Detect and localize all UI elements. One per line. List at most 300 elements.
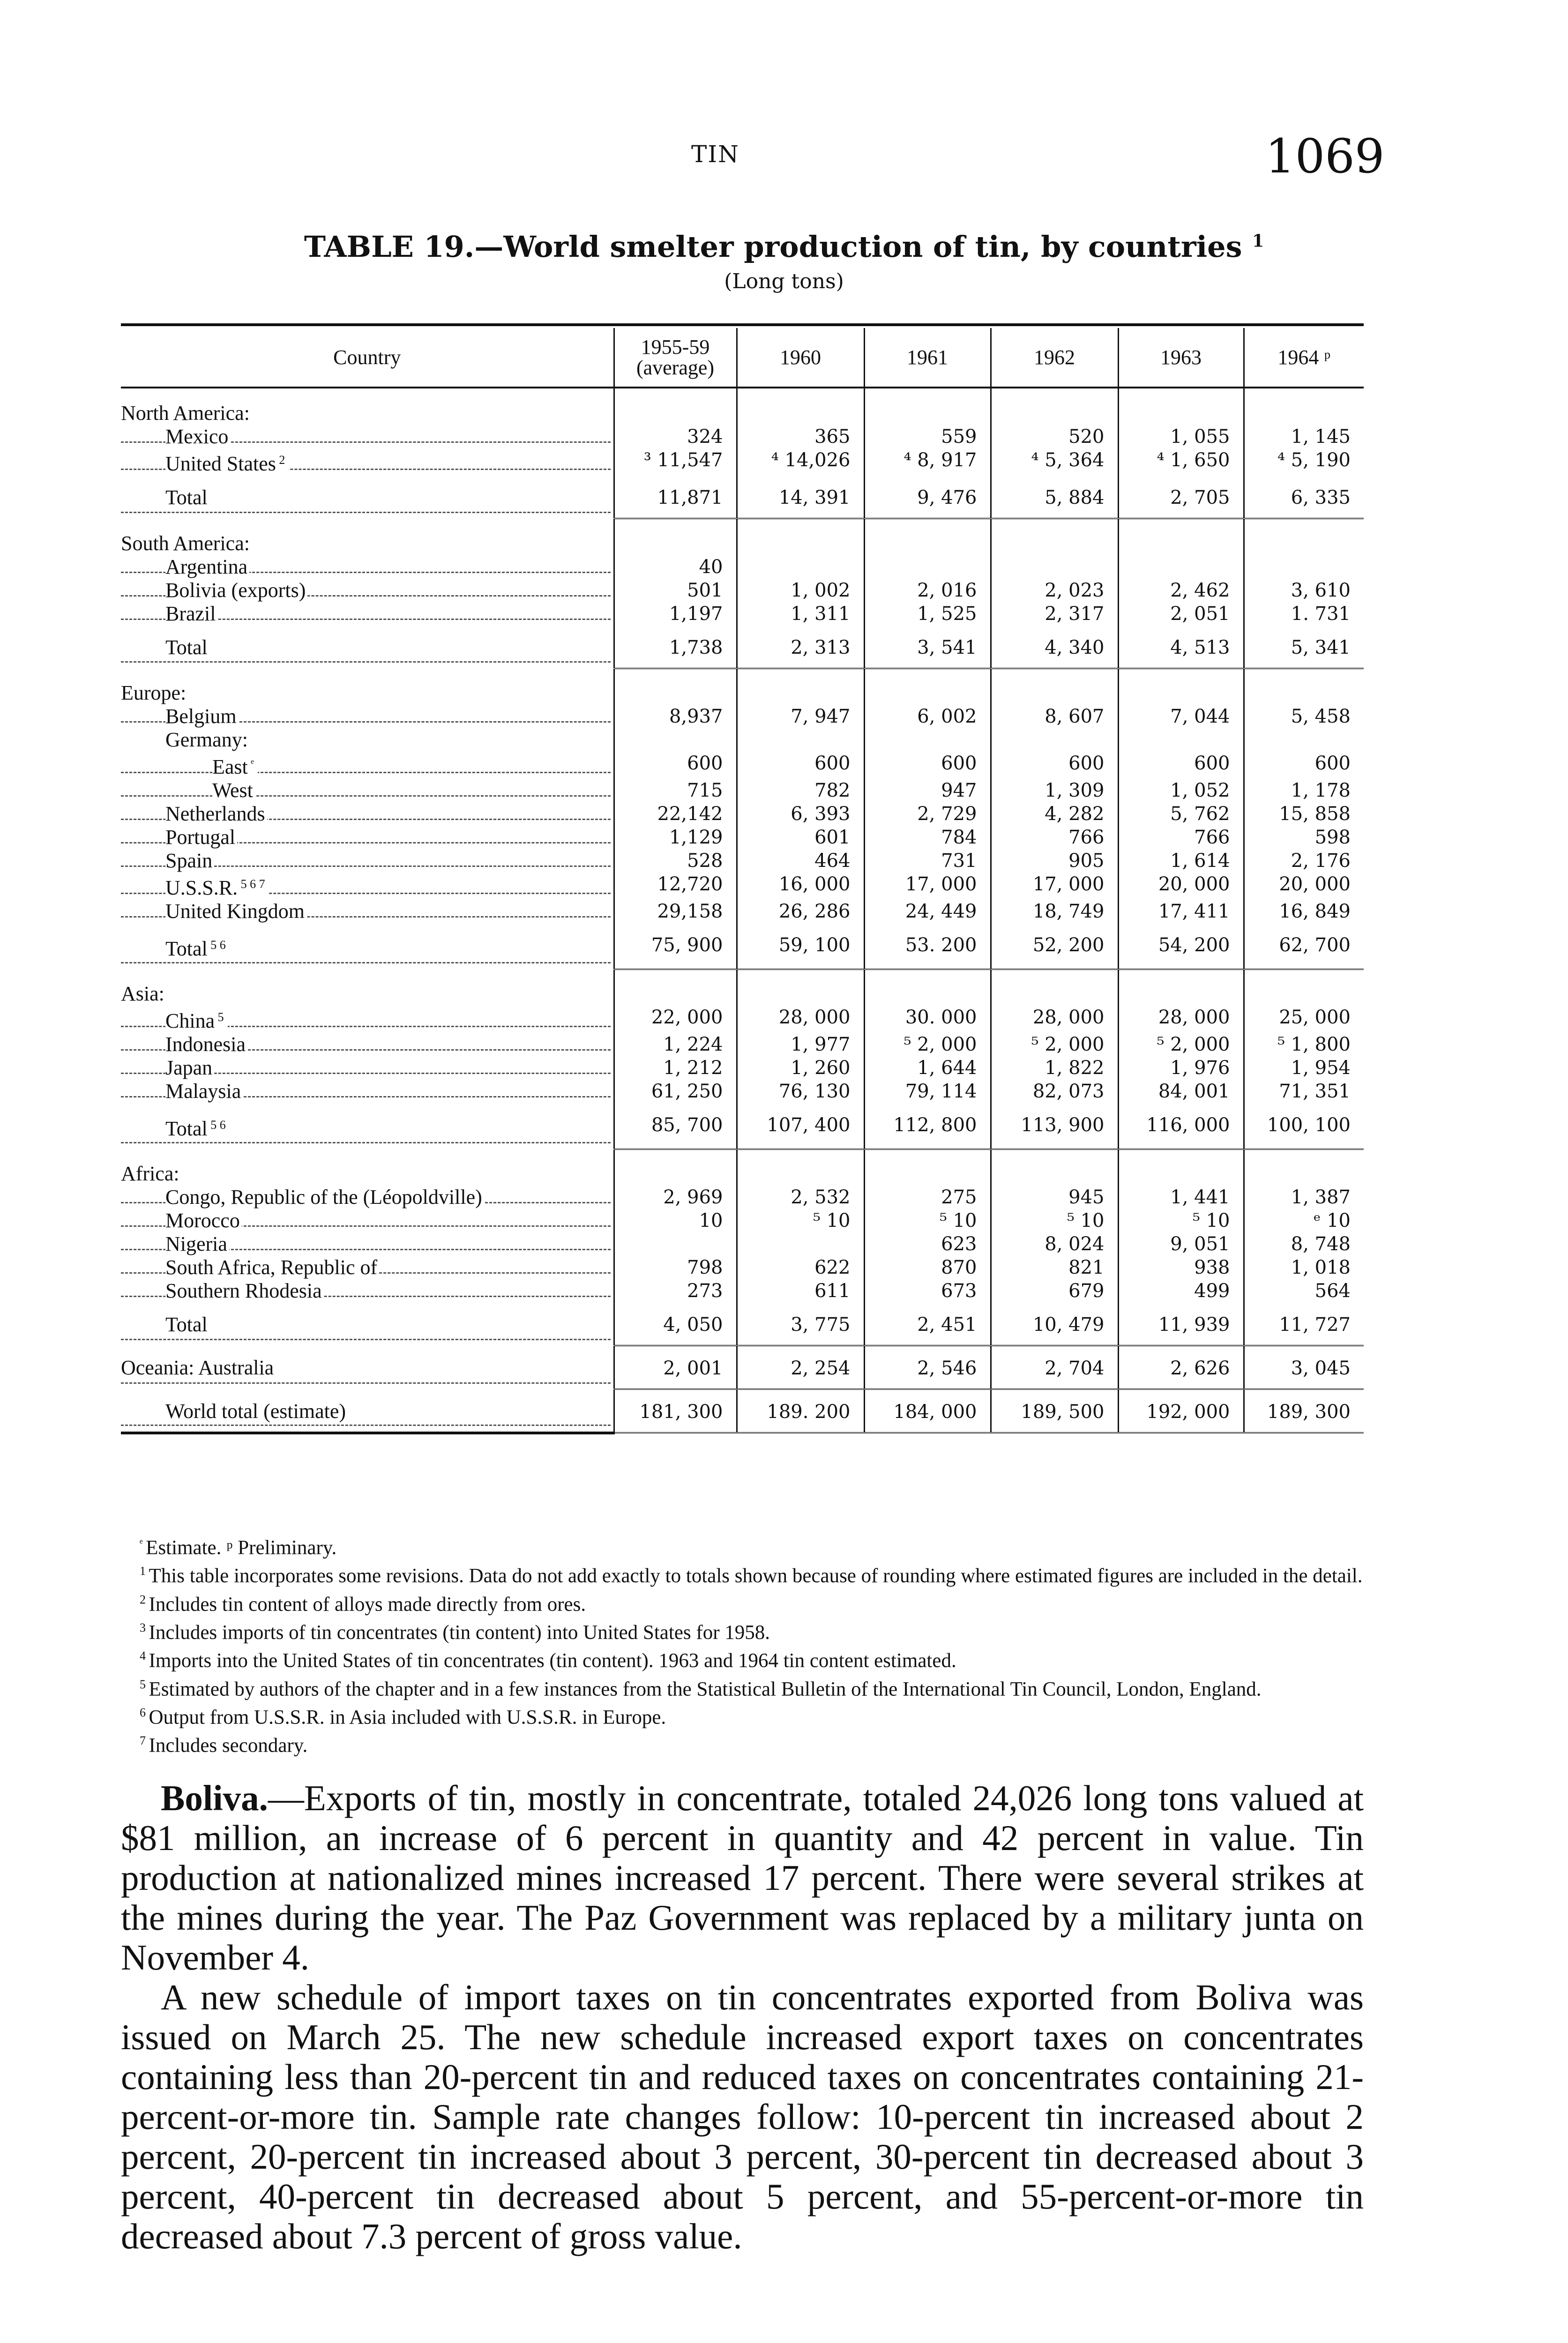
table-cell: 52, 200 — [991, 923, 1118, 969]
table-cell: 598 — [1314, 827, 1351, 848]
table-cell: 17, 000 — [864, 873, 991, 900]
table-cell: 1, 018 — [1291, 1257, 1351, 1278]
table-row — [121, 1389, 1364, 1433]
table-cell: 273 — [614, 1279, 737, 1303]
row-label — [121, 1346, 614, 1389]
row-label — [121, 555, 614, 579]
table-cell: 8, 607 — [991, 705, 1118, 728]
table-cell: 3, 541 — [864, 626, 991, 669]
table-row — [121, 923, 1364, 969]
table-cell: ⁵ 2, 000 — [991, 1033, 1118, 1056]
table-row — [121, 1279, 1364, 1303]
table-cell — [737, 728, 864, 752]
row-label — [121, 705, 614, 728]
row-label — [121, 1232, 614, 1256]
table-cell: ⁴ 5, 190 — [1277, 449, 1351, 471]
table-row — [121, 728, 1364, 752]
footnote-text: Estimate. ᵖ Preliminary. — [146, 1537, 337, 1559]
row-label-text: Argentina — [165, 555, 249, 578]
table-row — [121, 602, 1364, 626]
row-label-text: Total — [165, 636, 209, 659]
table-cell: 2, 546 — [864, 1346, 991, 1389]
table-cell: 1, 614 — [1118, 849, 1244, 873]
footnote-text: This table incorporates some revisions. Data do not add exactly to totals shown because of rounding where estimated figures are included in the detail. — [149, 1565, 1363, 1587]
table-cell: 11,871 — [614, 476, 737, 519]
footnote-ref: 5 6 7 — [238, 877, 265, 891]
table-cell — [614, 1149, 737, 1186]
table-cell — [991, 668, 1118, 705]
table-cell: 59, 100 — [737, 923, 864, 969]
footnote-mark: 6 — [140, 1705, 149, 1719]
table-cell: 4, 282 — [991, 802, 1118, 826]
row-label-text: Belgium — [165, 705, 239, 728]
table-cell: 798 — [614, 1256, 737, 1279]
table-row — [121, 1149, 1364, 1186]
table-cell: ⁵ 10 — [737, 1209, 864, 1232]
table-row — [121, 519, 1364, 555]
table-row — [121, 849, 1364, 873]
table-cell — [864, 1149, 991, 1186]
table-cell — [614, 668, 737, 705]
row-label-text: East $^ᵉ$ — [212, 755, 258, 778]
table-cell: 25, 000 — [1279, 1007, 1351, 1028]
running-title: TIN — [691, 141, 739, 168]
table-cell: 3, 045 — [1244, 1346, 1364, 1389]
table-cell: 79, 114 — [864, 1080, 991, 1103]
column-header-year: 1964 ᵖ — [1244, 328, 1364, 388]
table-header-row — [121, 328, 1364, 388]
footnote-ref: 5 6 — [207, 1118, 226, 1132]
column-header-year: 1955-59 (average) — [614, 328, 737, 388]
footnote-mark: 7 — [140, 1734, 149, 1748]
body-text — [121, 1778, 1364, 2256]
table-cell: 24, 449 — [864, 900, 991, 923]
table-cell: 9, 051 — [1118, 1232, 1244, 1256]
table-row — [121, 1303, 1364, 1346]
table-cell: 7, 947 — [737, 705, 864, 728]
footnote-text: Includes imports of tin concentrates (tin content) into United States for 1958. — [149, 1621, 770, 1644]
table-cell: 85, 700 — [614, 1103, 737, 1149]
table-row — [121, 1346, 1364, 1389]
table-cell — [1244, 1149, 1364, 1186]
table-cell: 1, 822 — [991, 1056, 1118, 1080]
table-cell: 6, 002 — [864, 705, 991, 728]
table-cell: 22, 000 — [614, 1006, 737, 1033]
table-cell — [991, 1149, 1118, 1186]
table-cell: 905 — [991, 849, 1118, 873]
table-cell: 1, 002 — [737, 579, 864, 602]
table-cell — [1244, 728, 1364, 752]
table-row — [121, 1006, 1364, 1033]
row-label-text: Netherlands — [165, 802, 267, 825]
footnote-text: Estimated by authors of the chapter and in a few instances from the Statistical Bulletin of the International Tin Council, London, England. — [149, 1678, 1262, 1700]
table-cell: ᵉ 10 — [1313, 1210, 1351, 1231]
footnote-text: Includes tin content of alloys made directly from ores. — [149, 1593, 586, 1615]
table-cell: 1, 525 — [864, 602, 991, 626]
footnote-ref: 5 — [215, 1010, 224, 1024]
row-label-text: West — [212, 779, 255, 802]
footnote — [121, 1560, 1364, 1588]
table-cell — [614, 519, 737, 555]
footnote — [121, 1644, 1364, 1672]
row-label — [121, 1186, 614, 1209]
footnote-text: Output from U.S.S.R. in Asia included with U.S.S.R. in Europe. — [149, 1706, 666, 1729]
row-label-text: Morocco — [165, 1209, 242, 1232]
table-cell — [737, 1232, 864, 1256]
table-cell: 715 — [614, 779, 737, 802]
table-cell: 112, 800 — [864, 1103, 991, 1149]
table-row — [121, 873, 1364, 900]
row-label-text: Bolivia (exports) — [165, 579, 307, 602]
table-cell: 40 — [614, 555, 737, 579]
row-label-text: Spain — [165, 849, 214, 872]
table-cell: 1, 309 — [991, 779, 1118, 802]
row-label — [121, 752, 614, 779]
row-label — [121, 826, 614, 849]
table-cell: 600 — [864, 752, 991, 779]
table-cell: 2, 451 — [864, 1303, 991, 1346]
table-cell: 7, 044 — [1118, 705, 1244, 728]
row-label-text: Oceania: Australia — [121, 1356, 276, 1379]
row-label — [121, 1033, 614, 1056]
table-cell: ⁵ 10 — [1118, 1209, 1244, 1232]
row-label-text: South Africa, Republic of — [165, 1256, 379, 1279]
table-cell: 30. 000 — [864, 1006, 991, 1033]
table-cell — [614, 388, 737, 425]
table-cell: 116, 000 — [1118, 1103, 1244, 1149]
table-cell: 1, 260 — [737, 1056, 864, 1080]
row-label-text: Mexico — [165, 425, 230, 448]
table-cell: 601 — [737, 826, 864, 849]
table-cell — [991, 969, 1118, 1006]
table-cell: 82, 073 — [991, 1080, 1118, 1103]
table-cell: 4, 513 — [1118, 626, 1244, 669]
table-cell — [1118, 555, 1244, 579]
table-cell: 22,142 — [614, 802, 737, 826]
table-row — [121, 425, 1364, 448]
table-cell: 84, 001 — [1118, 1080, 1244, 1103]
table-row — [121, 900, 1364, 923]
table-cell: 731 — [864, 849, 991, 873]
table-cell: 2, 051 — [1118, 602, 1244, 626]
table-cell: 2, 626 — [1118, 1346, 1244, 1389]
table-cell: 18, 749 — [991, 900, 1118, 923]
table-row — [121, 626, 1364, 669]
row-label-text: Malaysia — [165, 1080, 243, 1103]
table-cell: 1, 055 — [1118, 425, 1244, 448]
table-cell: 75, 900 — [614, 923, 737, 969]
table-cell: 520 — [991, 425, 1118, 448]
table-cell: 28, 000 — [1118, 1006, 1244, 1033]
table-cell: 54, 200 — [1118, 923, 1244, 969]
footnote — [121, 1531, 1364, 1560]
row-label — [121, 923, 614, 969]
table-cell: 1,197 — [614, 602, 737, 626]
footnotes — [121, 1531, 1364, 1758]
row-label — [121, 1103, 614, 1149]
footnote-ref: ᵉ — [247, 756, 254, 770]
table-cell: ⁵ 1, 800 — [1277, 1034, 1351, 1055]
row-label — [121, 900, 614, 923]
row-label — [121, 626, 614, 669]
table-row — [121, 555, 1364, 579]
table-cell: 564 — [1314, 1280, 1351, 1302]
table-cell — [864, 969, 991, 1006]
table-cell: ⁵ 10 — [864, 1209, 991, 1232]
table-title-text: TABLE 19.—World smelter production of tin, by countries — [304, 230, 1242, 264]
table-cell: 181, 300 — [614, 1389, 737, 1433]
table-cell: 10 — [614, 1209, 737, 1232]
table-cell: 10, 479 — [991, 1303, 1118, 1346]
table-cell: 3, 775 — [737, 1303, 864, 1346]
table-cell: 20, 000 — [1279, 873, 1351, 895]
table-cell: 766 — [991, 826, 1118, 849]
table-cell: 189, 300 — [1244, 1389, 1364, 1433]
table-cell: 53. 200 — [864, 923, 991, 969]
table-cell: 15, 858 — [1279, 803, 1351, 825]
table-cell: 2, 023 — [991, 579, 1118, 602]
table-cell: ³ 11,547 — [614, 448, 737, 476]
table-cell — [1118, 969, 1244, 1006]
table-cell: 9, 476 — [864, 476, 991, 519]
footnote-mark: 1 — [140, 1564, 149, 1578]
paragraph-tax-schedule: A new schedule of import taxes on tin concentrates exported from Boliva was issued on March 25. The new schedule increased export taxes on concentrates containing less than 20-percent tin and reduced taxes on concentrates containing 21-percent-or-more tin. Sample rate changes follow: 10-percent tin increased about 2 percent, 20-percent tin increased about 3 percent, 30-percent tin decreased about 3 percent, 40-percent tin decreased about 5 percent, and 55-percent-or-more tin decreased about 7.3 percent of gross value. — [121, 1977, 1364, 2256]
table-cell: 600 — [737, 752, 864, 779]
lead-word: Boliva. — [161, 1778, 268, 1818]
paragraph-1-text: —Exports of tin, mostly in concentrate, totaled 24,026 long tons valued at $81 million, an increase of 6 percent in quantity and 42 percent in value. Tin production at nationalized mines increased 17 percent. There were several strikes at the mines during the year. The Paz Government was replaced by a military junta on November 4. — [121, 1778, 1364, 1977]
table-row — [121, 779, 1364, 802]
row-label — [121, 1149, 614, 1186]
row-label — [121, 1279, 614, 1303]
table-row — [121, 388, 1364, 425]
table-cell: 464 — [737, 849, 864, 873]
table-row — [121, 1080, 1364, 1103]
row-label-text: Indonesia — [165, 1033, 247, 1056]
page-number: 1069 — [1265, 129, 1385, 184]
footnote-text: Includes secondary. — [149, 1734, 308, 1757]
table-cell — [737, 519, 864, 555]
table-cell: 782 — [737, 779, 864, 802]
footnote-mark: 2 — [140, 1592, 149, 1606]
table-cell: 600 — [1118, 752, 1244, 779]
column-header-year: 1961 — [864, 328, 991, 388]
table-cell — [864, 388, 991, 425]
table-cell: 623 — [864, 1232, 991, 1256]
row-label-text: United States $^2$ — [165, 452, 289, 475]
table-cell: 938 — [1118, 1256, 1244, 1279]
table-cell: 870 — [864, 1256, 991, 1279]
table-row — [121, 1056, 1364, 1080]
table-cell: 1, 178 — [1291, 780, 1351, 801]
table-cell — [737, 1149, 864, 1186]
footnote-ref: 5 6 — [207, 938, 226, 952]
table-cell — [864, 668, 991, 705]
row-label — [121, 1303, 614, 1346]
table-row — [121, 826, 1364, 849]
table-cell: 679 — [991, 1279, 1118, 1303]
table-cell: 1, 976 — [1118, 1056, 1244, 1080]
table-row — [121, 1209, 1364, 1232]
table-cell: ⁵ 2, 000 — [1118, 1033, 1244, 1056]
table-cell: 821 — [991, 1256, 1118, 1279]
table-cell — [614, 969, 737, 1006]
table-row — [121, 752, 1364, 779]
footnote-mark: 5 — [140, 1677, 149, 1691]
row-label — [121, 668, 614, 705]
table-cell: 2, 704 — [991, 1346, 1118, 1389]
table-cell: 189. 200 — [737, 1389, 864, 1433]
table-cell — [737, 555, 864, 579]
table-cell: 4, 050 — [614, 1303, 737, 1346]
table-cell: 61, 250 — [614, 1080, 737, 1103]
table-cell: 192, 000 — [1118, 1389, 1244, 1433]
row-label-text: Total — [165, 1313, 209, 1336]
table-row — [121, 1232, 1364, 1256]
table-row — [121, 802, 1364, 826]
row-label — [121, 873, 614, 900]
table-row — [121, 1256, 1364, 1279]
footnote — [121, 1673, 1364, 1701]
table-cell: ⁵ 10 — [991, 1209, 1118, 1232]
table-cell: 1, 441 — [1118, 1186, 1244, 1209]
row-label — [121, 779, 614, 802]
table-cell — [1118, 519, 1244, 555]
table-cell: 2, 254 — [737, 1346, 864, 1389]
table-cell: 1, 954 — [1291, 1057, 1351, 1079]
row-label — [121, 476, 614, 519]
table-cell: 324 — [614, 425, 737, 448]
table-cell: 12,720 — [614, 873, 737, 900]
table-cell: 14, 391 — [737, 476, 864, 519]
table-cell: 622 — [737, 1256, 864, 1279]
table-cell: 2, 016 — [864, 579, 991, 602]
row-label — [121, 519, 614, 555]
production-table — [121, 328, 1364, 1434]
row-label-text: Total $^{5 6}$ — [165, 1117, 230, 1140]
table-cell: 5, 341 — [1244, 626, 1364, 669]
table-cell: 189, 500 — [991, 1389, 1118, 1433]
row-label-text: Total $^{5 6}$ — [165, 937, 230, 960]
table-cell: 1, 977 — [737, 1033, 864, 1056]
table-cell: 113, 900 — [991, 1103, 1118, 1149]
table-cell: 2, 969 — [614, 1186, 737, 1209]
table-cell: 1,738 — [614, 626, 737, 669]
table-cell: 501 — [614, 579, 737, 602]
column-header-year: 1960 — [737, 328, 864, 388]
table-cell: 1, 644 — [864, 1056, 991, 1080]
table-cell: 6, 393 — [737, 802, 864, 826]
table-cell: 8,937 — [614, 705, 737, 728]
table-units: (Long tons) — [724, 269, 844, 293]
table-cell — [864, 519, 991, 555]
table-cell: 528 — [614, 849, 737, 873]
table-cell: 16, 849 — [1279, 901, 1351, 922]
table-cell: 365 — [737, 425, 864, 448]
table-cell: 28, 000 — [737, 1006, 864, 1033]
row-label — [121, 1256, 614, 1279]
row-label-text: Europe: — [121, 681, 188, 704]
table-cell: ⁴ 5, 364 — [991, 448, 1118, 476]
table-cell: 1, 387 — [1291, 1186, 1351, 1208]
table-cell: 673 — [864, 1279, 991, 1303]
table-row — [121, 1033, 1364, 1056]
footnote — [121, 1701, 1364, 1729]
table-cell: 2, 705 — [1118, 476, 1244, 519]
table-cell — [1244, 969, 1364, 1006]
table-cell: 1. 731 — [1291, 603, 1351, 625]
table-cell: 16, 000 — [737, 873, 864, 900]
row-label — [121, 425, 614, 448]
footnote-ref: 2 — [276, 453, 285, 467]
table-cell: 3, 610 — [1291, 579, 1351, 601]
table-cell: 1, 212 — [614, 1056, 737, 1080]
row-label-text: Southern Rhodesia — [165, 1279, 324, 1302]
table-cell: 766 — [1118, 826, 1244, 849]
row-label — [121, 1080, 614, 1103]
row-label-text: Asia: — [121, 982, 166, 1005]
table-cell — [1244, 555, 1364, 579]
row-label-text: Nigeria — [165, 1232, 229, 1255]
row-label-text: Total — [165, 486, 209, 509]
table-cell: 600 — [614, 752, 737, 779]
table-row — [121, 668, 1364, 705]
row-label-text: U.S.S.R. $^{5 6 7}$ — [165, 876, 269, 899]
table-cell: 2, 176 — [1291, 850, 1351, 872]
table-title — [0, 230, 1568, 264]
row-label-text: World total (estimate) — [165, 1400, 348, 1423]
table-cell — [864, 555, 991, 579]
table-cell — [991, 388, 1118, 425]
table-row — [121, 1103, 1364, 1149]
row-label — [121, 1389, 614, 1433]
table-cell: 20, 000 — [1118, 873, 1244, 900]
table-cell — [1118, 668, 1244, 705]
row-label-text: North America: — [121, 402, 252, 425]
table-cell: 11, 939 — [1118, 1303, 1244, 1346]
row-label — [121, 579, 614, 602]
table-cell — [991, 728, 1118, 752]
row-label-text: United Kingdom — [165, 900, 306, 923]
table-cell: 4, 340 — [991, 626, 1118, 669]
row-label-text: Portugal — [165, 826, 237, 849]
row-label-text: South America: — [121, 532, 252, 555]
table-cell: 559 — [864, 425, 991, 448]
table-cell: 17, 000 — [991, 873, 1118, 900]
table-cell — [991, 519, 1118, 555]
table-cell: 275 — [864, 1186, 991, 1209]
table-cell: 76, 130 — [737, 1080, 864, 1103]
table-cell — [737, 668, 864, 705]
table-cell — [864, 728, 991, 752]
row-label — [121, 728, 614, 752]
table-row — [121, 476, 1364, 519]
row-label-text: Japan — [165, 1056, 214, 1079]
table-row — [121, 969, 1364, 1006]
row-label — [121, 969, 614, 1006]
table-cell: 26, 286 — [737, 900, 864, 923]
table-cell: 2, 462 — [1118, 579, 1244, 602]
table-cell: 1, 052 — [1118, 779, 1244, 802]
table-cell — [614, 728, 737, 752]
table-cell — [737, 969, 864, 1006]
table-cell — [1244, 668, 1364, 705]
table-cell: 5, 762 — [1118, 802, 1244, 826]
table-top-rule — [121, 323, 1364, 326]
table-cell — [991, 555, 1118, 579]
table-cell: 600 — [1314, 753, 1351, 774]
row-label-text: Germany: — [165, 728, 250, 751]
table-cell: 2, 001 — [614, 1346, 737, 1389]
